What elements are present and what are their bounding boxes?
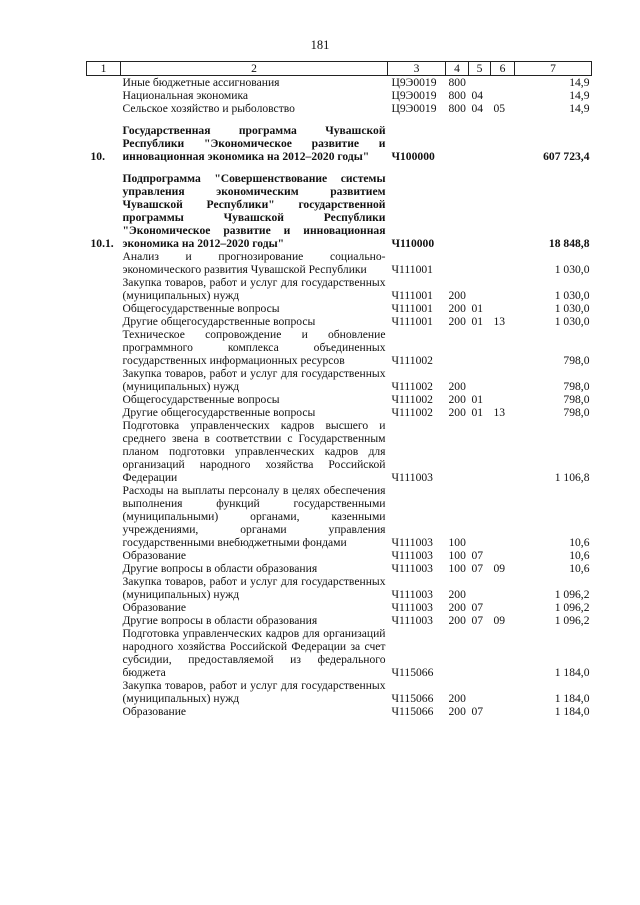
expense-type-code — [446, 172, 469, 250]
expense-type-code: 200 — [448, 692, 466, 705]
table-row — [87, 484, 592, 549]
expense-type-code — [446, 250, 469, 276]
amount: 1 030,0 — [554, 315, 590, 328]
row-name: Подпрограмма "Совершенствование системы управления экономическим развитием Чувашской Республики" государственной программы Чувашской Республики "Экономическое развитие и инновационная экономика на 2012–2020 годы" — [122, 172, 386, 250]
expense-type-code: 800 — [448, 76, 466, 89]
section-code — [469, 250, 491, 276]
row-number — [87, 393, 121, 406]
row-number — [87, 276, 121, 302]
table-row — [87, 575, 592, 601]
target-article-code: Ч111002 — [391, 393, 433, 406]
target-article-code: Ч111003 — [391, 549, 433, 562]
target-article-code: Ч111001 — [391, 263, 433, 276]
row-name: Закупка товаров, работ и услуг для государственных (муниципальных) нужд — [122, 575, 386, 601]
row-name: Общегосударственные вопросы — [122, 393, 280, 406]
row-name: Анализ и прогнозирование социально-экономического развития Чувашской Республики — [122, 250, 386, 276]
spacer-cell — [87, 115, 592, 124]
table-row — [87, 614, 592, 627]
table-row — [87, 172, 592, 250]
row-name: Образование — [122, 705, 187, 718]
row-name: Подготовка управленческих кадров для организаций народного хозяйства Российской Федерации за счет субсидии, предоставляемой из федерального бюджета — [122, 627, 386, 679]
section-code — [469, 575, 491, 601]
row-number — [87, 627, 121, 679]
expense-type-code — [446, 124, 469, 163]
table-row — [87, 315, 592, 328]
table-row — [87, 102, 592, 115]
target-article-code: Ч111002 — [391, 380, 433, 393]
subsection-code — [491, 679, 515, 705]
target-article-code: Ч115066 — [391, 692, 434, 705]
subsection-code — [491, 627, 515, 679]
section-code — [469, 124, 491, 163]
table-row — [87, 627, 592, 679]
row-name: Сельское хозяйство и рыболовство — [122, 102, 295, 115]
row-number — [87, 679, 121, 705]
target-article-code: Ч100000 — [391, 150, 435, 163]
amount: 14,9 — [569, 76, 590, 89]
column-header: 3 — [388, 62, 446, 76]
subsection-code — [491, 393, 515, 406]
column-header: 4 — [446, 62, 469, 76]
section-code: 07 — [471, 562, 484, 575]
row-name: Закупка товаров, работ и услуг для государственных (муниципальных) нужд — [122, 276, 386, 302]
amount: 798,0 — [563, 354, 590, 367]
expense-type-code: 200 — [448, 406, 466, 419]
subsection-code: 09 — [493, 614, 506, 627]
section-code: 01 — [471, 302, 484, 315]
section-code — [469, 76, 491, 90]
column-header: 6 — [491, 62, 515, 76]
subsection-code: 13 — [493, 315, 506, 328]
target-article-code: Ч111003 — [391, 562, 433, 575]
amount: 1 030,0 — [554, 289, 590, 302]
expense-type-code: 200 — [448, 380, 466, 393]
section-code: 07 — [471, 601, 484, 614]
target-article-code: Ч111001 — [391, 302, 433, 315]
row-number — [87, 705, 121, 718]
subsection-code — [491, 124, 515, 163]
section-code — [469, 276, 491, 302]
subsection-code — [491, 328, 515, 367]
subsection-code — [491, 484, 515, 549]
budget-table — [86, 61, 592, 718]
row-number — [87, 614, 121, 627]
amount: 798,0 — [563, 393, 590, 406]
section-code: 01 — [471, 315, 484, 328]
target-article-code: Ч110000 — [391, 237, 435, 250]
section-code — [469, 627, 491, 679]
target-article-code: Ч115066 — [391, 666, 434, 679]
row-number — [87, 484, 121, 549]
target-article-code: Ц9Э0019 — [391, 102, 437, 115]
row-number — [87, 562, 121, 575]
target-article-code: Ч111002 — [391, 406, 433, 419]
table-row — [87, 76, 592, 90]
amount: 798,0 — [563, 406, 590, 419]
row-number — [87, 367, 121, 393]
row-number — [87, 302, 121, 315]
table-row — [87, 124, 592, 163]
row-name: Другие общегосударственные вопросы — [122, 315, 316, 328]
target-article-code: Ч111003 — [391, 601, 433, 614]
amount: 1 030,0 — [554, 302, 590, 315]
expense-type-code: 100 — [448, 549, 466, 562]
expense-type-code: 200 — [448, 393, 466, 406]
expense-type-code: 100 — [448, 562, 466, 575]
amount: 1 184,0 — [554, 692, 590, 705]
row-name: Другие общегосударственные вопросы — [122, 406, 316, 419]
section-code: 07 — [471, 549, 484, 562]
section-code — [469, 172, 491, 250]
expense-type-code: 100 — [448, 536, 466, 549]
expense-type-code: 200 — [448, 289, 466, 302]
subsection-code — [491, 250, 515, 276]
subsection-code — [491, 367, 515, 393]
table-row — [87, 601, 592, 614]
table-header-row — [87, 62, 592, 76]
subsection-code — [491, 601, 515, 614]
row-number — [87, 328, 121, 367]
subsection-code: 05 — [493, 102, 506, 115]
spacer-row — [87, 163, 592, 172]
row-name: Общегосударственные вопросы — [122, 302, 280, 315]
expense-type-code: 200 — [448, 601, 466, 614]
section-code: 01 — [471, 406, 484, 419]
subsection-code — [491, 76, 515, 90]
section-code: 01 — [471, 393, 484, 406]
amount: 14,9 — [569, 102, 590, 115]
target-article-code: Ч111001 — [391, 289, 433, 302]
table-row — [87, 406, 592, 419]
spacer-row — [87, 115, 592, 124]
row-number — [87, 250, 121, 276]
amount: 14,9 — [569, 89, 590, 102]
subsection-code — [491, 575, 515, 601]
row-name: Образование — [122, 601, 187, 614]
row-number: 10. — [90, 150, 105, 163]
table-row — [87, 276, 592, 302]
section-code — [469, 679, 491, 705]
amount: 10,6 — [569, 536, 590, 549]
table-row — [87, 393, 592, 406]
table-row — [87, 302, 592, 315]
row-number — [87, 89, 121, 102]
row-number — [87, 575, 121, 601]
column-header: 2 — [121, 62, 388, 76]
expense-type-code — [446, 627, 469, 679]
row-number — [87, 549, 121, 562]
expense-type-code: 200 — [448, 614, 466, 627]
column-header: 5 — [469, 62, 491, 76]
section-code: 07 — [471, 705, 484, 718]
row-name: Другие вопросы в области образования — [122, 614, 318, 627]
row-name: Государственная программа Чувашской Республики "Экономическое развитие и инновационная экономика на 2012–2020 годы" — [122, 124, 386, 163]
amount: 10,6 — [569, 549, 590, 562]
row-number — [87, 406, 121, 419]
target-article-code: Ч111003 — [391, 588, 433, 601]
expense-type-code — [446, 419, 469, 484]
target-article-code: Ч111001 — [391, 315, 433, 328]
expense-type-code: 200 — [448, 302, 466, 315]
amount: 607 723,4 — [543, 150, 590, 163]
row-number — [87, 601, 121, 614]
table-row — [87, 250, 592, 276]
target-article-code: Ц9Э0019 — [391, 76, 437, 89]
subsection-code — [491, 419, 515, 484]
section-code — [469, 367, 491, 393]
amount: 1 184,0 — [554, 666, 590, 679]
expense-type-code: 200 — [448, 705, 466, 718]
expense-type-code: 200 — [448, 315, 466, 328]
amount: 1 184,0 — [554, 705, 590, 718]
target-article-code: Ч111003 — [391, 536, 433, 549]
row-name: Техническое сопровождение и обновление программного комплекса объединенных государственных информационных ресурсов — [122, 328, 386, 367]
row-number — [87, 76, 121, 90]
amount: 1 030,0 — [554, 263, 590, 276]
expense-type-code: 800 — [448, 89, 466, 102]
amount: 1 106,8 — [554, 471, 590, 484]
target-article-code: Ч111002 — [391, 354, 433, 367]
row-name: Иные бюджетные ассигнования — [122, 76, 280, 89]
column-header: 7 — [515, 62, 592, 76]
table-row — [87, 89, 592, 102]
row-number — [87, 102, 121, 115]
target-article-code: Ч115066 — [391, 705, 434, 718]
spacer-cell — [87, 163, 592, 172]
subsection-code — [491, 549, 515, 562]
section-code — [469, 328, 491, 367]
row-number — [87, 315, 121, 328]
table-row — [87, 549, 592, 562]
subsection-code — [491, 172, 515, 250]
subsection-code — [491, 276, 515, 302]
amount: 10,6 — [569, 562, 590, 575]
amount: 798,0 — [563, 380, 590, 393]
subsection-code — [491, 705, 515, 718]
amount: 1 096,2 — [554, 614, 590, 627]
target-article-code: Ч111003 — [391, 614, 433, 627]
amount: 1 096,2 — [554, 601, 590, 614]
column-header: 1 — [87, 62, 121, 76]
row-name: Национальная экономика — [122, 89, 249, 102]
section-code: 04 — [471, 102, 484, 115]
subsection-code — [491, 302, 515, 315]
section-code — [469, 484, 491, 549]
target-article-code: Ч111003 — [391, 471, 433, 484]
amount: 18 848,8 — [548, 237, 590, 250]
expense-type-code: 800 — [448, 102, 466, 115]
row-name: Расходы на выплаты персоналу в целях обеспечения выполнения функций государственными (муниципальными) органами, казенными учреждениями, органами управления государственными внебюджетными фондами — [122, 484, 386, 549]
section-code — [469, 419, 491, 484]
row-name: Закупка товаров, работ и услуг для государственных (муниципальных) нужд — [122, 367, 386, 393]
row-number — [87, 419, 121, 484]
row-name: Подготовка управленческих кадров высшего и среднего звена в соответствии с Государственным планом подготовки управленческих кадров для организаций народного хозяйства Российской Федерации — [122, 419, 386, 484]
section-code: 07 — [471, 614, 484, 627]
page-number: 181 — [310, 38, 330, 52]
amount: 1 096,2 — [554, 588, 590, 601]
expense-type-code — [446, 328, 469, 367]
row-number: 10.1. — [90, 237, 114, 250]
row-name: Закупка товаров, работ и услуг для государственных (муниципальных) нужд — [122, 679, 386, 705]
row-name: Образование — [122, 549, 187, 562]
table-row — [87, 705, 592, 718]
section-code: 04 — [471, 89, 484, 102]
subsection-code: 09 — [493, 562, 506, 575]
table-row — [87, 419, 592, 484]
table-row — [87, 679, 592, 705]
expense-type-code: 200 — [448, 588, 466, 601]
subsection-code: 13 — [493, 406, 506, 419]
subsection-code — [491, 89, 515, 102]
row-name: Другие вопросы в области образования — [122, 562, 318, 575]
table-row — [87, 328, 592, 367]
budget-table-body — [87, 62, 592, 719]
table-row — [87, 562, 592, 575]
table-row — [87, 367, 592, 393]
target-article-code: Ц9Э0019 — [391, 89, 437, 102]
